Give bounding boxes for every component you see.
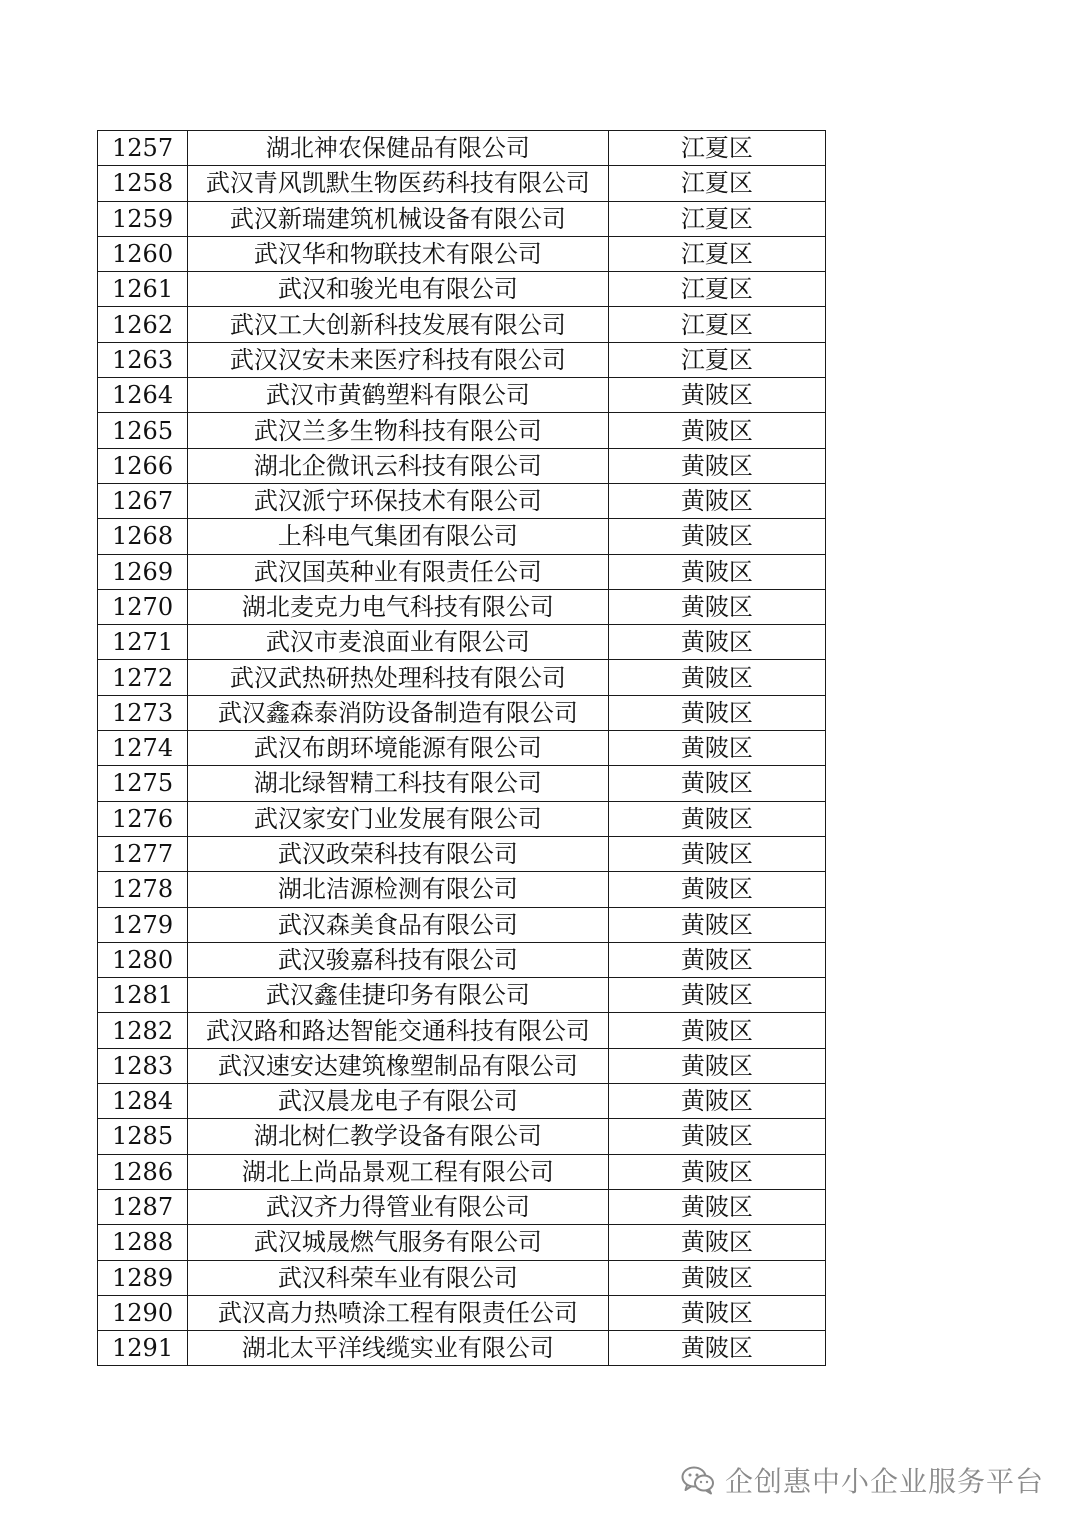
company-name: 湖北树仁教学设备有限公司 xyxy=(188,1119,609,1154)
table-row xyxy=(98,1260,826,1295)
company-name: 武汉青风凯默生物医药科技有限公司 xyxy=(188,166,609,201)
row-number: 1268 xyxy=(98,519,188,554)
row-number: 1263 xyxy=(98,342,188,377)
district-name: 江夏区 xyxy=(608,272,825,307)
company-name: 武汉布朗环境能源有限公司 xyxy=(188,731,609,766)
company-name: 武汉速安达建筑橡塑制品有限公司 xyxy=(188,1048,609,1083)
table-row xyxy=(98,660,826,695)
row-number: 1274 xyxy=(98,731,188,766)
district-name: 黄陂区 xyxy=(608,483,825,518)
row-number: 1289 xyxy=(98,1260,188,1295)
district-name: 黄陂区 xyxy=(608,660,825,695)
company-name: 武汉国英种业有限责任公司 xyxy=(188,554,609,589)
row-number: 1287 xyxy=(98,1189,188,1224)
district-name: 江夏区 xyxy=(608,166,825,201)
table-row xyxy=(98,1119,826,1154)
row-number: 1262 xyxy=(98,307,188,342)
company-name: 武汉城晟燃气服务有限公司 xyxy=(188,1225,609,1260)
district-name: 黄陂区 xyxy=(608,907,825,942)
wechat-icon xyxy=(681,1465,715,1495)
table-row xyxy=(98,589,826,624)
district-name: 黄陂区 xyxy=(608,978,825,1013)
company-name: 湖北上尚品景观工程有限公司 xyxy=(188,1154,609,1189)
company-name: 武汉派宁环保技术有限公司 xyxy=(188,483,609,518)
company-name: 湖北绿智精工科技有限公司 xyxy=(188,766,609,801)
district-name: 黄陂区 xyxy=(608,766,825,801)
district-name: 江夏区 xyxy=(608,307,825,342)
table-row xyxy=(98,378,826,413)
table-row xyxy=(98,413,826,448)
row-number: 1272 xyxy=(98,660,188,695)
district-name: 江夏区 xyxy=(608,342,825,377)
company-name: 武汉兰多生物科技有限公司 xyxy=(188,413,609,448)
district-name: 黄陂区 xyxy=(608,836,825,871)
table-row xyxy=(98,1295,826,1330)
district-name: 江夏区 xyxy=(608,201,825,236)
row-number: 1281 xyxy=(98,978,188,1013)
table-row xyxy=(98,201,826,236)
company-name: 上科电气集团有限公司 xyxy=(188,519,609,554)
row-number: 1285 xyxy=(98,1119,188,1154)
district-name: 黄陂区 xyxy=(608,448,825,483)
row-number: 1273 xyxy=(98,695,188,730)
district-name: 黄陂区 xyxy=(608,1225,825,1260)
district-name: 黄陂区 xyxy=(608,1189,825,1224)
company-name: 湖北太平洋线缆实业有限公司 xyxy=(188,1331,609,1366)
row-number: 1261 xyxy=(98,272,188,307)
district-name: 黄陂区 xyxy=(608,1295,825,1330)
table-row xyxy=(98,272,826,307)
company-name: 武汉森美食品有限公司 xyxy=(188,907,609,942)
table-row xyxy=(98,236,826,271)
district-name: 黄陂区 xyxy=(608,1331,825,1366)
company-name: 武汉骏嘉科技有限公司 xyxy=(188,942,609,977)
company-name: 湖北麦克力电气科技有限公司 xyxy=(188,589,609,624)
company-name: 武汉市麦浪面业有限公司 xyxy=(188,625,609,660)
row-number: 1280 xyxy=(98,942,188,977)
table-row xyxy=(98,942,826,977)
company-name: 湖北神农保健品有限公司 xyxy=(188,131,609,166)
company-name: 武汉鑫森泰消防设备制造有限公司 xyxy=(188,695,609,730)
table-row xyxy=(98,166,826,201)
row-number: 1279 xyxy=(98,907,188,942)
table-row xyxy=(98,907,826,942)
table-row xyxy=(98,1189,826,1224)
row-number: 1265 xyxy=(98,413,188,448)
district-name: 黄陂区 xyxy=(608,1260,825,1295)
row-number: 1270 xyxy=(98,589,188,624)
company-name: 武汉鑫佳捷印务有限公司 xyxy=(188,978,609,1013)
table-row xyxy=(98,695,826,730)
row-number: 1269 xyxy=(98,554,188,589)
company-name: 武汉晨龙电子有限公司 xyxy=(188,1084,609,1119)
table-row xyxy=(98,519,826,554)
company-name: 武汉新瑞建筑机械设备有限公司 xyxy=(188,201,609,236)
table-row xyxy=(98,836,826,871)
company-name: 武汉齐力得管业有限公司 xyxy=(188,1189,609,1224)
watermark xyxy=(681,1460,1044,1500)
company-name: 武汉科荣车业有限公司 xyxy=(188,1260,609,1295)
district-name: 黄陂区 xyxy=(608,872,825,907)
row-number: 1267 xyxy=(98,483,188,518)
district-name: 黄陂区 xyxy=(608,1084,825,1119)
district-name: 黄陂区 xyxy=(608,1048,825,1083)
district-name: 黄陂区 xyxy=(608,378,825,413)
row-number: 1264 xyxy=(98,378,188,413)
table-row xyxy=(98,554,826,589)
table-row xyxy=(98,1331,826,1366)
table-row xyxy=(98,872,826,907)
row-number: 1275 xyxy=(98,766,188,801)
row-number: 1276 xyxy=(98,801,188,836)
table-row xyxy=(98,625,826,660)
table-row xyxy=(98,1084,826,1119)
district-name: 黄陂区 xyxy=(608,801,825,836)
company-name: 武汉华和物联技术有限公司 xyxy=(188,236,609,271)
row-number: 1291 xyxy=(98,1331,188,1366)
table-row xyxy=(98,978,826,1013)
row-number: 1266 xyxy=(98,448,188,483)
table-row xyxy=(98,1013,826,1048)
company-name: 武汉路和路达智能交通科技有限公司 xyxy=(188,1013,609,1048)
company-name: 武汉汉安未来医疗科技有限公司 xyxy=(188,342,609,377)
company-name: 武汉和骏光电有限公司 xyxy=(188,272,609,307)
row-number: 1271 xyxy=(98,625,188,660)
row-number: 1259 xyxy=(98,201,188,236)
row-number: 1284 xyxy=(98,1084,188,1119)
company-list-table xyxy=(97,130,826,1366)
row-number: 1277 xyxy=(98,836,188,871)
watermark-text: 企创惠中小企业服务平台 xyxy=(724,1465,1044,1498)
table-row xyxy=(98,1225,826,1260)
row-number: 1283 xyxy=(98,1048,188,1083)
district-name: 黄陂区 xyxy=(608,519,825,554)
company-name: 武汉家安门业发展有限公司 xyxy=(188,801,609,836)
district-name: 黄陂区 xyxy=(608,589,825,624)
district-name: 黄陂区 xyxy=(608,554,825,589)
row-number: 1282 xyxy=(98,1013,188,1048)
district-name: 黄陂区 xyxy=(608,413,825,448)
company-name: 武汉市黄鹤塑料有限公司 xyxy=(188,378,609,413)
district-name: 江夏区 xyxy=(608,236,825,271)
company-name: 湖北企微讯云科技有限公司 xyxy=(188,448,609,483)
table-row xyxy=(98,307,826,342)
row-number: 1260 xyxy=(98,236,188,271)
row-number: 1290 xyxy=(98,1295,188,1330)
row-number: 1288 xyxy=(98,1225,188,1260)
company-name: 武汉武热研热处理科技有限公司 xyxy=(188,660,609,695)
district-name: 黄陂区 xyxy=(608,1154,825,1189)
table-row xyxy=(98,731,826,766)
row-number: 1258 xyxy=(98,166,188,201)
row-number: 1257 xyxy=(98,131,188,166)
table-body xyxy=(98,131,826,1366)
company-name: 武汉高力热喷涂工程有限责任公司 xyxy=(188,1295,609,1330)
company-name: 武汉政荣科技有限公司 xyxy=(188,836,609,871)
district-name: 黄陂区 xyxy=(608,731,825,766)
district-name: 黄陂区 xyxy=(608,1119,825,1154)
row-number: 1286 xyxy=(98,1154,188,1189)
company-name: 武汉工大创新科技发展有限公司 xyxy=(188,307,609,342)
row-number: 1278 xyxy=(98,872,188,907)
table-row xyxy=(98,766,826,801)
table-row xyxy=(98,1048,826,1083)
table-row xyxy=(98,131,826,166)
district-name: 黄陂区 xyxy=(608,695,825,730)
district-name: 江夏区 xyxy=(608,131,825,166)
district-name: 黄陂区 xyxy=(608,942,825,977)
district-name: 黄陂区 xyxy=(608,625,825,660)
district-name: 黄陂区 xyxy=(608,1013,825,1048)
table-row xyxy=(98,342,826,377)
table-row xyxy=(98,448,826,483)
table-row xyxy=(98,483,826,518)
table-row xyxy=(98,1154,826,1189)
company-name: 湖北洁源检测有限公司 xyxy=(188,872,609,907)
table-row xyxy=(98,801,826,836)
